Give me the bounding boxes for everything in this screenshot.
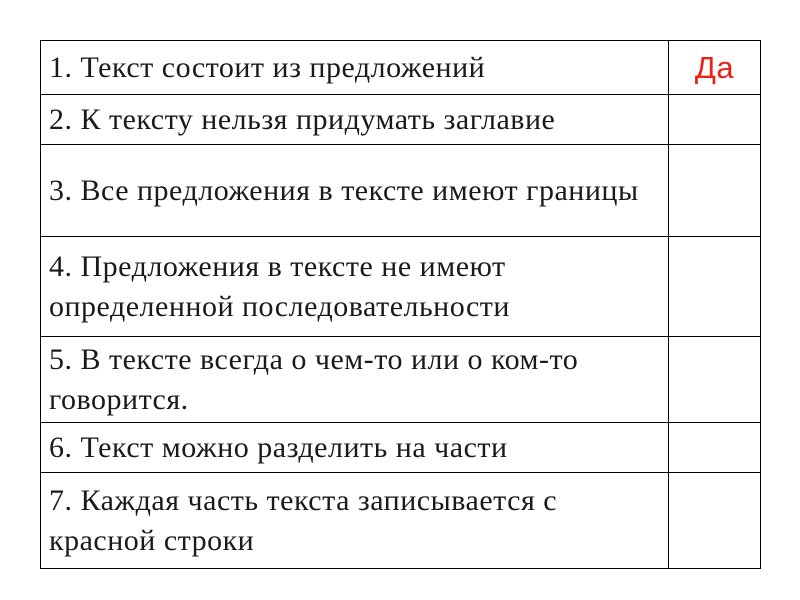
table-row xyxy=(41,473,761,569)
answer-cell[interactable] xyxy=(669,237,761,337)
statements-table xyxy=(40,40,761,569)
table-row xyxy=(41,237,761,337)
answer-cell[interactable] xyxy=(669,423,761,473)
answer-cell[interactable] xyxy=(669,337,761,423)
table-row xyxy=(41,337,761,423)
table-row xyxy=(41,41,761,95)
table-row xyxy=(41,145,761,237)
answer-cell[interactable]: Да xyxy=(669,41,761,95)
table-row xyxy=(41,423,761,473)
statement-cell: 4. Предложения в тексте не имеют определенной последовательности xyxy=(41,237,669,337)
statement-cell: 1. Текст состоит из предложений xyxy=(41,41,669,95)
answer-cell[interactable] xyxy=(669,95,761,145)
statement-cell: 5. В тексте всегда о чем-то или о ком-то говорится. xyxy=(41,337,669,423)
answer-cell[interactable] xyxy=(669,145,761,237)
statement-cell: 2. К тексту нельзя придумать заглавие xyxy=(41,95,669,145)
answer-cell[interactable] xyxy=(669,473,761,569)
table-row xyxy=(41,95,761,145)
statement-cell: 6. Текст можно разделить на части xyxy=(41,423,669,473)
statement-cell: 3. Все предложения в тексте имеют границы xyxy=(41,145,669,237)
statement-cell: 7. Каждая часть текста записывается с красной строки xyxy=(41,473,669,569)
